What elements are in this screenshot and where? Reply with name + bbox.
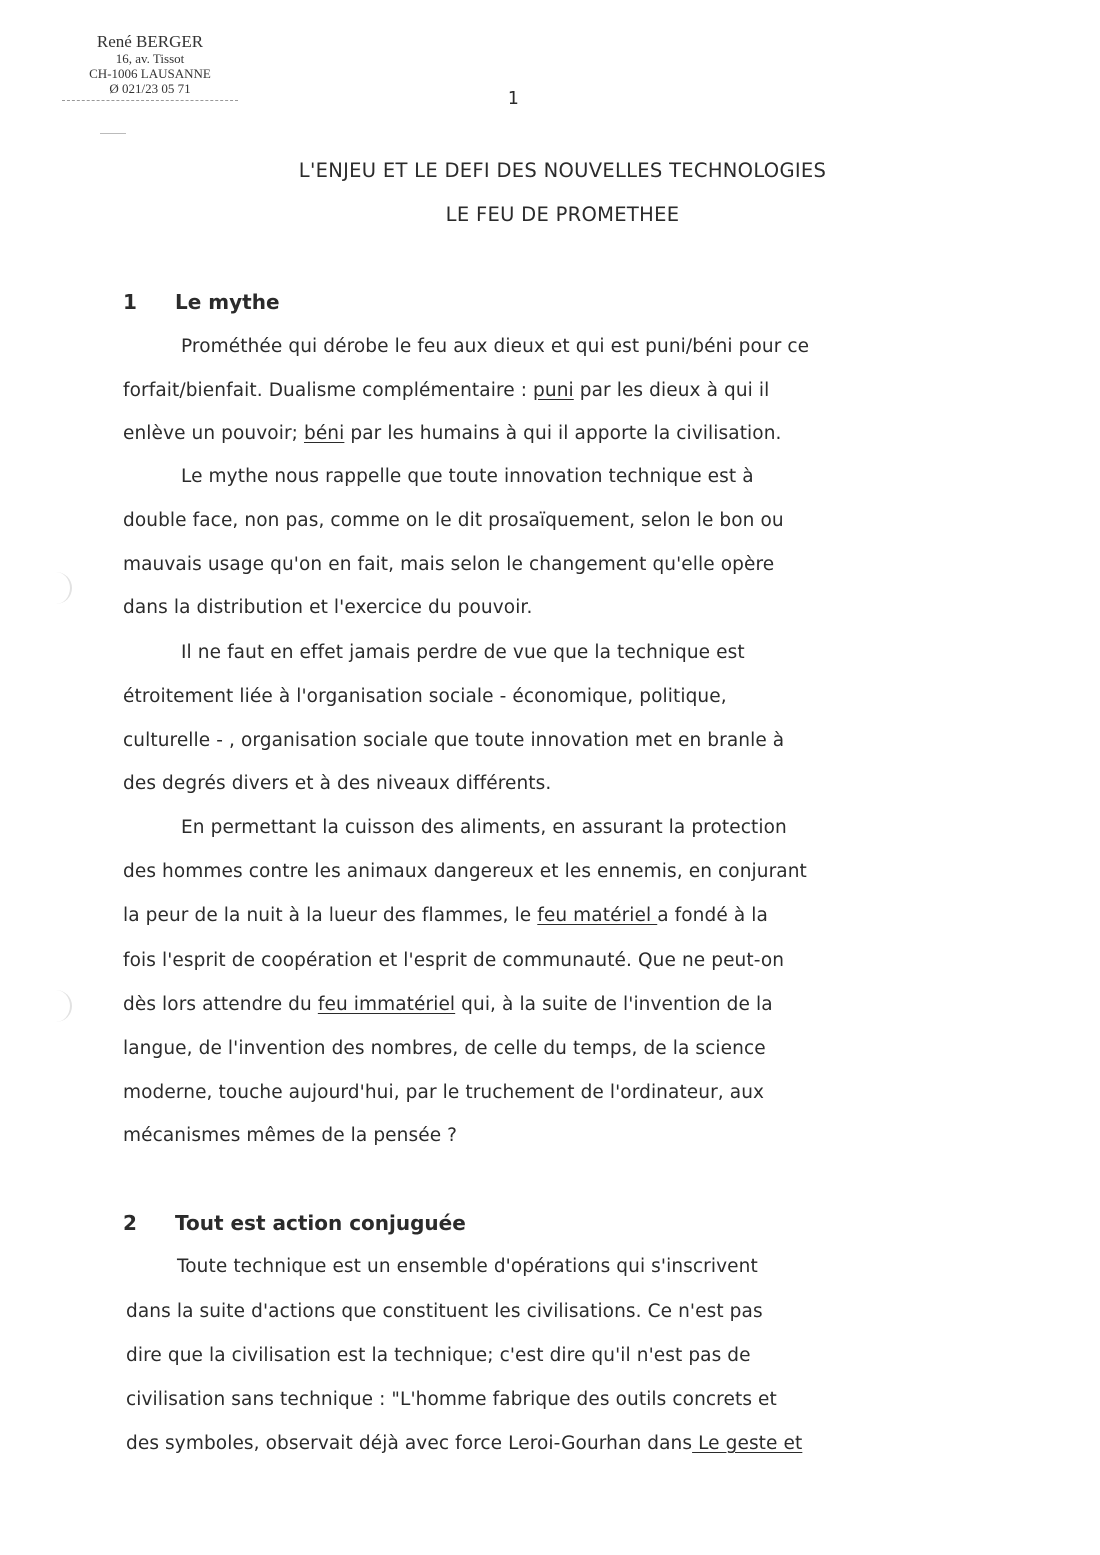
letterhead-divider [62,100,238,101]
underlined-book-title: Le geste et [692,1433,803,1454]
stray-mark [100,133,126,134]
text-run: étroitement liée à l'organisation sociale - économique, politique, [123,686,727,707]
text-run: Il ne faut en effet jamais perdre de vue que la technique est [181,642,745,663]
underlined-term: feu matériel [537,905,658,926]
text-run: des hommes contre les animaux dangereux et les ennemis, en conjurant [123,861,807,882]
paragraph-line [123,686,727,707]
paragraph-line [123,994,773,1015]
text-run: double face, non pas, comme on le dit prosaïquement, selon le bon ou [123,510,784,531]
section-heading [123,1211,466,1235]
text-run: Le mythe nous rappelle que toute innovation technique est à [181,466,754,487]
paragraph-line [181,466,754,487]
document-title: L'ENJEU ET LE DEFI DES NOUVELLES TECHNOLOGIES [298,159,827,182]
text-run: a fondé à la [657,905,768,926]
text-run: mauvais usage qu'on en fait, mais selon le changement qu'elle opère [123,554,775,575]
text-run: forfait/bienfait. Dualisme complémentaire : [123,380,534,401]
punch-hole-mark [48,990,72,1022]
letterhead [62,32,238,101]
text-run: moderne, touche aujourd'hui, par le truchement de l'ordinateur, aux [123,1082,765,1103]
text-run: civilisation sans technique : "L'homme fabrique des outils concrets et [126,1389,777,1410]
text-run: fois l'esprit de coopération et l'esprit de communauté. Que ne peut-on [123,950,785,971]
text-run: culturelle - , organisation sociale que toute innovation met en branle à [123,730,785,751]
paragraph-line [123,597,532,618]
text-run: par les humains à qui il apporte la civilisation. [344,423,782,444]
punch-hole-mark [48,572,72,604]
paragraph-line [181,817,787,838]
paragraph-line [126,1301,763,1322]
page-number: 1 [507,88,519,109]
paragraph-line [177,1256,758,1277]
text-run: dès lors attendre du [123,994,318,1015]
section-heading [123,290,280,314]
paragraph-line [181,336,809,357]
paragraph-line [123,730,784,751]
section-number: 1 [123,290,137,314]
paragraph-line [123,554,774,575]
text-run: des degrés divers et à des niveaux différents. [123,773,552,794]
paragraph-line [126,1389,777,1410]
paragraph-line [123,861,807,882]
underlined-term: béni [303,423,345,444]
underlined-term: feu immatériel [317,994,456,1015]
text-run: par les dieux à qui il [573,380,770,401]
text-run: mécanismes mêmes de la pensée ? [123,1125,458,1146]
paragraph-line [123,773,551,794]
text-run: langue, de l'invention des nombres, de celle du temps, de la science [123,1038,766,1059]
paragraph-line [123,510,784,531]
author-phone: Ø 021/23 05 71 [109,81,191,96]
paragraph-line [181,642,745,663]
document-subtitle: LE FEU DE PROMETHEE [445,203,680,226]
paragraph-line [123,423,782,444]
author-city: CH-1006 LAUSANNE [89,66,211,81]
paragraph-line [123,1125,457,1146]
underlined-term: puni [533,380,574,401]
text-run: la peur de la nuit à la lueur des flammes, le [123,905,538,926]
text-run: Toute technique est un ensemble d'opérations qui s'inscrivent [177,1256,758,1277]
author-name: René BERGER [96,32,204,51]
text-run: des symboles, observait déjà avec force Leroi-Gourhan dans [126,1433,693,1454]
text-run: Prométhée qui dérobe le feu aux dieux et qui est puni/béni pour ce [181,336,810,357]
text-run: En permettant la cuisson des aliments, en assurant la protection [181,817,787,838]
section-title: Tout est action conjuguée [175,1211,466,1235]
text-run: dire que la civilisation est la technique; c'est dire qu'il n'est pas de [126,1345,751,1366]
paragraph-line [123,905,768,926]
paragraph-line [123,950,784,971]
paragraph-line [123,1082,764,1103]
paragraph-line [123,380,769,401]
section-title: Le mythe [175,290,280,314]
text-run: enlève un pouvoir; [123,423,304,444]
author-street: 16, av. Tissot [115,51,185,66]
text-run: dans la suite d'actions que constituent les civilisations. Ce n'est pas [126,1301,763,1322]
text-run: dans la distribution et l'exercice du pouvoir. [123,597,533,618]
paragraph-line [126,1345,751,1366]
paragraph-line [126,1433,802,1454]
section-number: 2 [123,1211,137,1235]
text-run: qui, à la suite de l'invention de la [455,994,773,1015]
paragraph-line [123,1038,766,1059]
